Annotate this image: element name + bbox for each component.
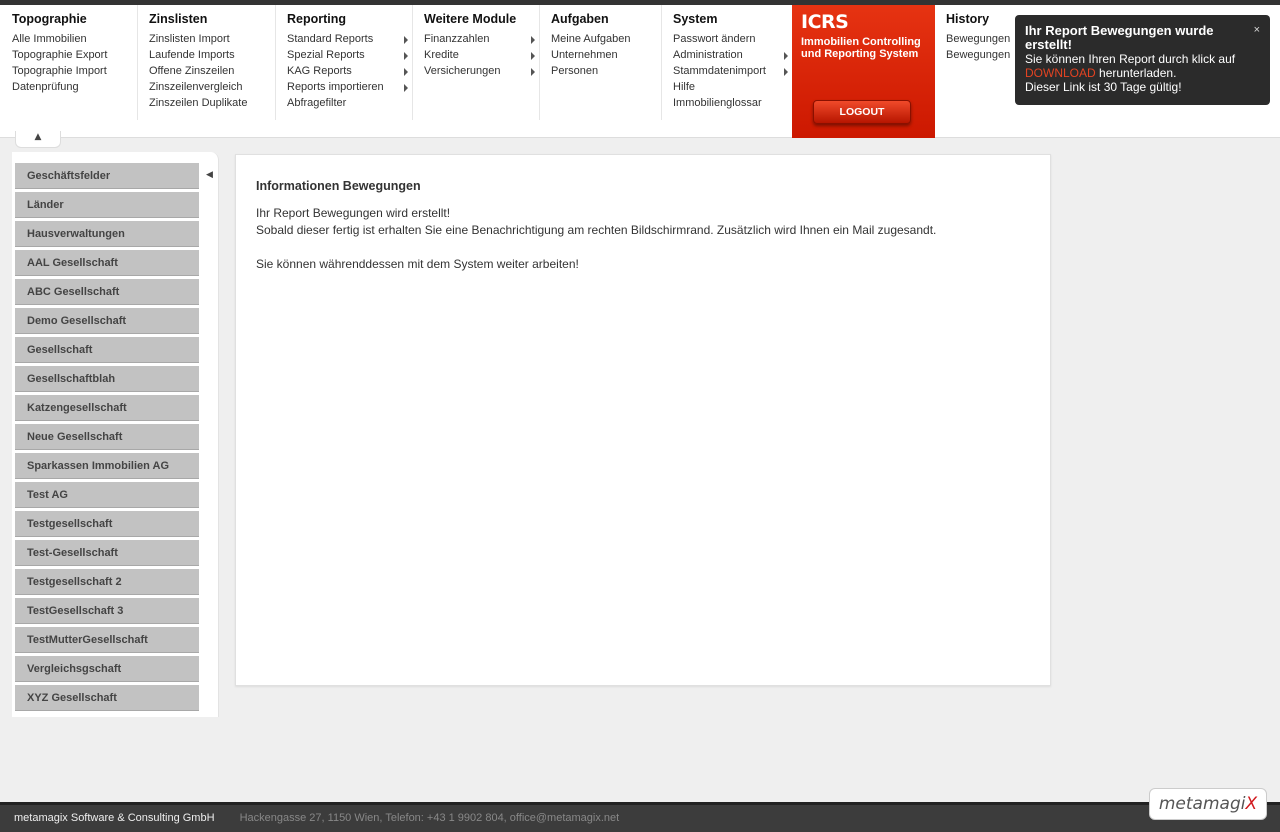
- submenu-arrow-icon: [531, 36, 535, 44]
- menu-col-history: [934, 5, 1024, 120]
- sidebar-item[interactable]: Sparkassen Immobilien AG: [15, 453, 199, 479]
- sidebar-item[interactable]: Gesellschaftblah: [15, 366, 199, 392]
- menu-item-administration[interactable]: Administration: [673, 47, 792, 63]
- metamagix-logo: [1149, 788, 1267, 820]
- menu-title: Aufgaben: [551, 12, 609, 26]
- sidebar-item[interactable]: Test AG: [15, 482, 199, 508]
- sidebar-item[interactable]: Test-Gesellschaft: [15, 540, 199, 566]
- menu-item-finanzzahlen[interactable]: Finanzzahlen: [424, 31, 539, 47]
- menu-item-zinszeilenvergleich[interactable]: Zinszeilenvergleich: [149, 81, 243, 93]
- menu-item-datenpruefung[interactable]: Datenprüfung: [12, 81, 79, 93]
- menu-item-zinszeilen-duplikate[interactable]: Zinszeilen Duplikate: [149, 97, 248, 109]
- logo-text: metamagi: [1158, 794, 1246, 814]
- menu-item-topographie-import[interactable]: Topographie Import: [12, 65, 107, 77]
- submenu-arrow-icon: [404, 52, 408, 60]
- menu-item-stammdatenimport[interactable]: Stammdatenimport: [673, 63, 792, 79]
- submenu-arrow-icon: [784, 52, 788, 60]
- logo-x: X: [1245, 794, 1258, 814]
- menu-item-passwort-aendern[interactable]: Passwort ändern: [673, 33, 756, 45]
- brand-subtitle-1: Immobilien Controlling: [801, 36, 921, 48]
- content-panel: [235, 154, 1051, 686]
- sidebar-item[interactable]: Vergleichsgschaft: [15, 656, 199, 682]
- sidebar-item[interactable]: Hausverwaltungen: [15, 221, 199, 247]
- sidebar-item[interactable]: Geschäftsfelder: [15, 163, 199, 189]
- notification-toast: [1015, 15, 1270, 105]
- left-arrow-icon[interactable]: ◀: [206, 170, 213, 180]
- download-link[interactable]: DOWNLOAD: [1025, 66, 1096, 80]
- submenu-arrow-icon: [531, 52, 535, 60]
- icrs-logo: ICRS: [801, 11, 849, 33]
- sidebar-item[interactable]: Gesellschaft: [15, 337, 199, 363]
- close-icon[interactable]: ×: [1253, 24, 1260, 36]
- menu-col-zinslisten: [137, 5, 276, 120]
- sidebar-item[interactable]: TestGesellschaft 3: [15, 598, 199, 624]
- up-arrow-icon: ▲: [34, 132, 42, 142]
- menu-item-topographie-export[interactable]: Topographie Export: [12, 49, 108, 61]
- page-title: Informationen Bewegungen: [256, 179, 421, 193]
- history-item-bewegungen[interactable]: Bewegungen: [946, 49, 1011, 61]
- sidebar-item[interactable]: Neue Gesellschaft: [15, 424, 199, 450]
- toast-text-before: Sie können Ihren Report durch klick auf: [1025, 52, 1236, 66]
- menu-item-kredite[interactable]: Kredite: [424, 47, 539, 63]
- menu-title: Zinslisten: [149, 12, 208, 26]
- menu-item-hilfe[interactable]: Hilfe: [673, 81, 696, 93]
- menu-item-versicherungen[interactable]: Versicherungen: [424, 63, 539, 79]
- sidebar-item[interactable]: Länder: [15, 192, 199, 218]
- logout-button[interactable]: LOGOUT: [813, 100, 911, 124]
- menu-item-kag-reports[interactable]: KAG Reports: [287, 63, 412, 79]
- info-line-2: Sobald dieser fertig ist erhalten Sie eine Benachrichtigung am rechten Bildschirmrand. Zusätzlich wird Ihnen ein Mail zugesandt.: [256, 223, 937, 237]
- submenu-arrow-icon: [404, 68, 408, 76]
- menu-col-aufgaben: [539, 5, 662, 120]
- sidebar-item[interactable]: TestMutterGesellschaft: [15, 627, 199, 653]
- history-item-bewegungen[interactable]: Bewegungen: [946, 33, 1011, 45]
- menu-col-reporting: [275, 5, 413, 120]
- menu-item-unternehmen[interactable]: Unternehmen: [551, 49, 618, 61]
- menu-item-standard-reports[interactable]: Standard Reports: [287, 31, 412, 47]
- sidebar-item[interactable]: AAL Gesellschaft: [15, 250, 199, 276]
- brand-subtitle-2: und Reporting System: [801, 48, 919, 60]
- menu-title: Reporting: [287, 12, 347, 26]
- menu-item-meine-aufgaben[interactable]: Meine Aufgaben: [551, 33, 631, 45]
- menu-title: System: [673, 12, 718, 26]
- toast-title: Ihr Report Bewegungen wurde erstellt!: [1025, 23, 1214, 52]
- submenu-arrow-icon: [404, 84, 408, 92]
- toast-validity: Dieser Link ist 30 Tage gültig!: [1025, 80, 1182, 94]
- menu-item-immobilienglossar[interactable]: Immobilienglossar: [673, 97, 762, 109]
- menu-col-system: [661, 5, 792, 120]
- sidebar-item[interactable]: Katzengesellschaft: [15, 395, 199, 421]
- footer: [0, 802, 1280, 832]
- sidebar-item[interactable]: XYZ Gesellschaft: [15, 685, 199, 711]
- footer-address: Hackengasse 27, 1150 Wien, Telefon: +43 1 9902 804, office@metamagix.net: [239, 812, 620, 824]
- submenu-arrow-icon: [404, 36, 408, 44]
- menu-item-alle-immobilien[interactable]: Alle Immobilien: [12, 33, 87, 45]
- menu-title: Topographie: [12, 12, 87, 26]
- sidebar-item[interactable]: ABC Gesellschaft: [15, 279, 199, 305]
- sidebar-item[interactable]: Testgesellschaft: [15, 511, 199, 537]
- menu-title: Weitere Module: [424, 12, 517, 26]
- submenu-arrow-icon: [531, 68, 535, 76]
- menu-item-abfragefilter[interactable]: Abfragefilter: [287, 97, 347, 109]
- info-line-1: Ihr Report Bewegungen wird erstellt!: [256, 206, 451, 220]
- menu-item-reports-importieren[interactable]: Reports importieren: [287, 79, 412, 95]
- info-line-3: Sie können währenddessen mit dem System weiter arbeiten!: [256, 257, 579, 271]
- menu-col-weitere-module: [412, 5, 540, 120]
- menu-item-laufende-imports[interactable]: Laufende Imports: [149, 49, 235, 61]
- submenu-arrow-icon: [784, 68, 788, 76]
- menu-item-spezial-reports[interactable]: Spezial Reports: [287, 47, 412, 63]
- collapse-menu-button[interactable]: [15, 131, 61, 148]
- sidebar-item[interactable]: Testgesellschaft 2: [15, 569, 199, 595]
- menu-item-zinslisten-import[interactable]: Zinslisten Import: [149, 33, 230, 45]
- footer-company: metamagix Software & Consulting GmbH: [14, 812, 215, 824]
- sidebar-item[interactable]: Demo Gesellschaft: [15, 308, 199, 334]
- menu-col-topographie: [0, 5, 138, 120]
- toast-text-after: herunterladen.: [1099, 66, 1177, 80]
- menu-item-personen[interactable]: Personen: [551, 65, 599, 77]
- brand-panel: [792, 5, 935, 138]
- menu-title: History: [946, 12, 990, 26]
- menu-item-offene-zinszeilen[interactable]: Offene Zinszeilen: [149, 65, 235, 77]
